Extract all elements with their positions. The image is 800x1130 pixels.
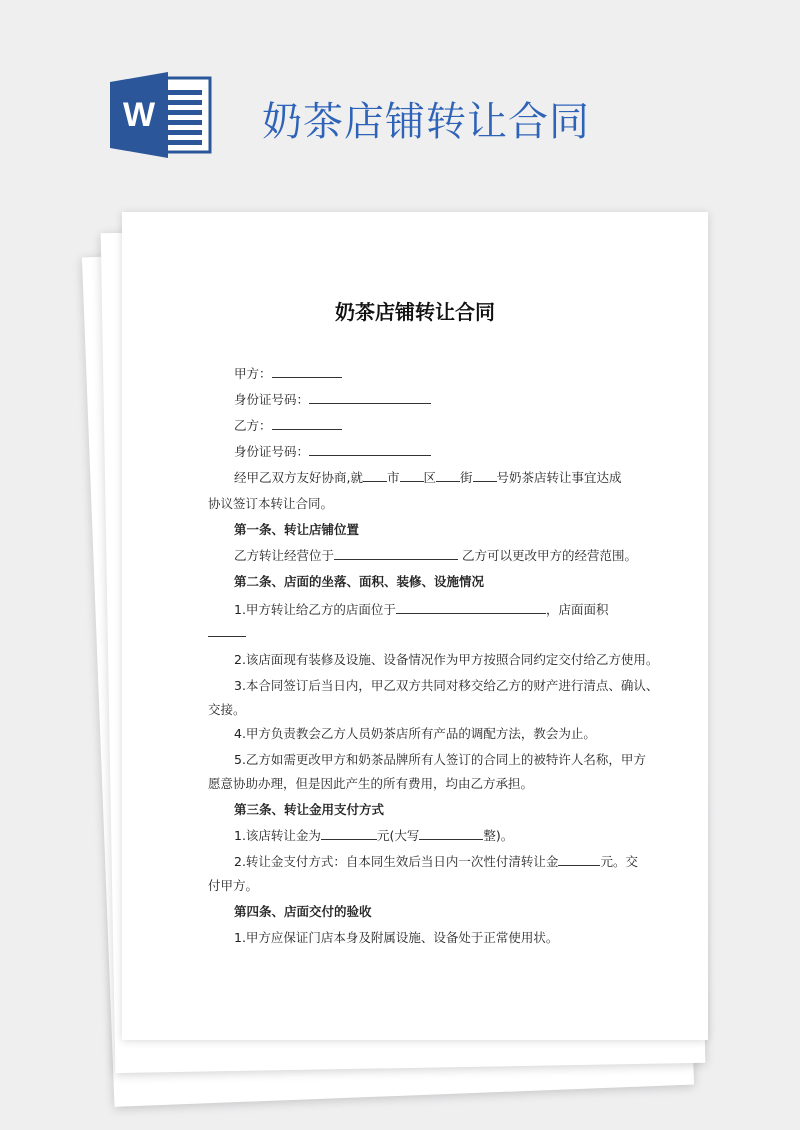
article-2-item-1-cont bbox=[208, 624, 246, 640]
article-3-item-1: 1.该店转让金为 元(大写 整)。 bbox=[234, 828, 514, 843]
document-page bbox=[122, 212, 708, 1040]
article-2-item-1: 1.甲方转让给乙方的店面位于 ，店面面积 bbox=[234, 602, 609, 617]
article-2-item-4: 4.甲方负责教会乙方人员奶茶店所有产品的调配方法，教会为止。 bbox=[234, 726, 596, 741]
article-1-text: 乙方转让经营位于 乙方可以更改甲方的经营范围。 bbox=[234, 548, 637, 563]
article-4-heading: 第四条、店面交付的验收 bbox=[234, 904, 372, 919]
article-4-item-1: 1.甲方应保证门店本身及附属设施、设备处于正常使用状。 bbox=[234, 930, 559, 945]
article-2-heading: 第二条、店面的坐落、面积、装修、设施情况 bbox=[234, 574, 485, 589]
banner-title: 奶茶店铺转让合同 bbox=[262, 99, 590, 145]
article-3-heading: 第三条、转让金用支付方式 bbox=[234, 802, 385, 817]
intro-line: 经甲乙双方友好协商,就 市 区 街 号奶茶店转让事宜达成 bbox=[234, 470, 622, 485]
article-2-item-2: 2.该店面现有装修及设施、设备情况作为甲方按照合同约定交付给乙方使用。 bbox=[234, 652, 659, 667]
party-b-line: 乙方： bbox=[234, 416, 342, 434]
article-1-heading: 第一条、转让店铺位置 bbox=[234, 522, 360, 537]
intro-line-cont: 协议签订本转让合同。 bbox=[208, 496, 334, 511]
party-b-id-line: 身份证号码： bbox=[234, 442, 431, 460]
article-2-item-5: 5.乙方如需更改甲方和奶茶品牌所有人签订的合同上的被特许人名称，甲方 bbox=[234, 752, 646, 767]
party-a-id-line: 身份证号码： bbox=[234, 390, 431, 408]
word-logo-letter: W bbox=[122, 96, 156, 134]
article-2-item-3-cont: 交接。 bbox=[208, 702, 246, 717]
article-3-item-2: 2.转让金支付方式：自本同生效后当日内一次性付清转让金 元。交 bbox=[234, 854, 638, 869]
article-2-item-3: 3.本合同签订后当日内，甲乙双方共同对移交给乙方的财产进行清点、确认、 bbox=[234, 678, 659, 693]
party-a-line: 甲方： bbox=[234, 364, 342, 382]
article-2-item-5-cont: 愿意协助办理，但是因此产生的所有费用，均由乙方承担。 bbox=[208, 776, 534, 791]
article-3-item-2-cont: 付甲方。 bbox=[208, 878, 259, 893]
document-title: 奶茶店铺转让合同 bbox=[335, 300, 495, 324]
